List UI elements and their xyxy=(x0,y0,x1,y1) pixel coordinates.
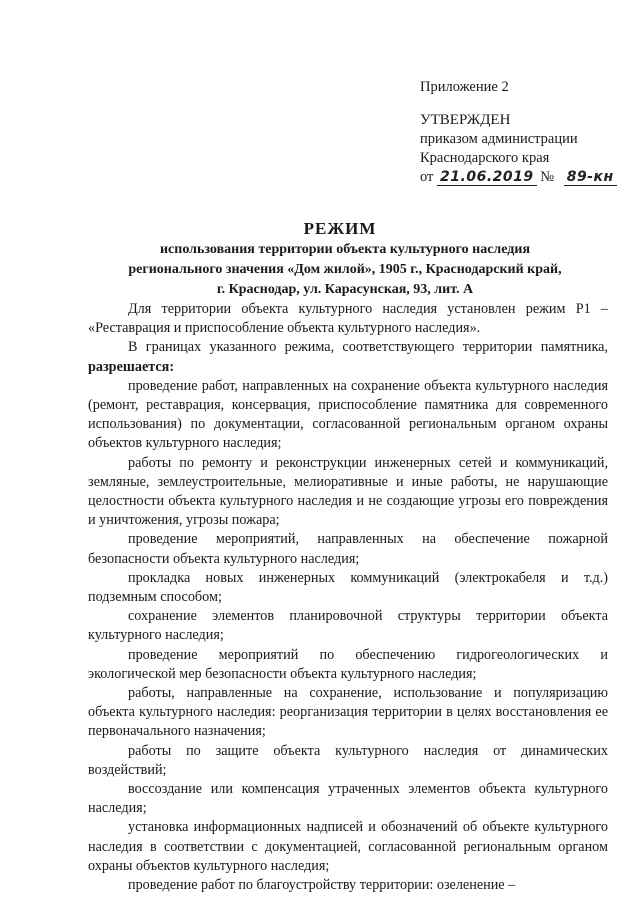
handwritten-number: 89-кн xyxy=(564,169,617,186)
list-item: работы по ремонту и реконструкции инженерных сетей и коммуникаций, земляные, землеустроительные, мелиоративные и иные работы, не нарушающие целостности объекта культурного наследия и не создающие угрозы его повреждения и уничтожения, угрозы пожара; xyxy=(88,454,608,529)
list-item: прокладка новых инженерных коммуникаций (электрокабеля и т.д.) подземным способом; xyxy=(88,569,608,606)
paragraph-permitted xyxy=(88,338,608,376)
document-subtitle xyxy=(80,240,610,300)
subtitle-line-3: г. Краснодар, ул. Карасунская, 93, лит. А xyxy=(216,282,474,297)
date-prefix: от xyxy=(420,169,434,185)
subtitle-line-1: использования территории объекта культурного наследия xyxy=(159,242,531,257)
list-item: работы по защите объекта культурного наследия от динамических воздействий; xyxy=(88,742,608,778)
list-item: работы, направленные на сохранение, использование и популяризацию объекта культурного наследия: реорганизация территории в целях восстановления ее первоначального назначения; xyxy=(88,685,608,740)
list-item: проведение работ по благоустройству территории: озеленение – xyxy=(128,877,516,894)
document-body xyxy=(88,300,608,895)
approval-line-1: приказом администрации xyxy=(420,131,578,147)
approval-date-line xyxy=(420,168,630,187)
list-item: проведение мероприятий, направленных на обеспечение пожарной безопасности объекта культурного наследия; xyxy=(88,531,608,567)
permitted-keyword: разрешается: xyxy=(88,358,175,375)
appendix-label: Приложение 2 xyxy=(420,79,509,95)
number-prefix: № xyxy=(540,169,555,185)
handwritten-date: 21.06.2019 xyxy=(437,169,537,186)
approved-heading: УТВЕРЖДЕН xyxy=(420,112,511,128)
list-item: проведение мероприятий по обеспечению гидрогеологических и экологической мер безопасности объекта культурного наследия; xyxy=(88,646,608,682)
document-title: РЕЖИМ xyxy=(303,219,377,238)
list-item: воссоздание или компенсация утраченных элементов объекта культурного наследия; xyxy=(88,781,608,817)
paragraph-intro: Для территории объекта культурного наследия установлен режим Р1 – «Реставрация и приспособление объекта культурного наследия». xyxy=(88,301,608,337)
permitted-text: В границах указанного режима, соответствующего территории памятника, xyxy=(128,339,608,356)
approval-block xyxy=(420,78,630,187)
list-item: установка информационных надписей и обозначений об объекте культурного наследия в соответствии с документацией, согласованной региональным органом охраны объектов культурного наследия; xyxy=(88,819,608,874)
subtitle-line-2: регионального значения «Дом жилой», 1905 г., Краснодарский край, xyxy=(128,262,562,277)
list-item: сохранение элементов планировочной структуры территории объекта культурного наследия; xyxy=(88,608,608,644)
approval-line-2: Краснодарского края xyxy=(420,150,550,166)
list-item: проведение работ, направленных на сохранение объекта культурного наследия (ремонт, реставрация, консервация, приспособление памятника для современного использования) по документации, согласованной региональным органом охраны объектов культурного наследия; xyxy=(88,377,608,452)
